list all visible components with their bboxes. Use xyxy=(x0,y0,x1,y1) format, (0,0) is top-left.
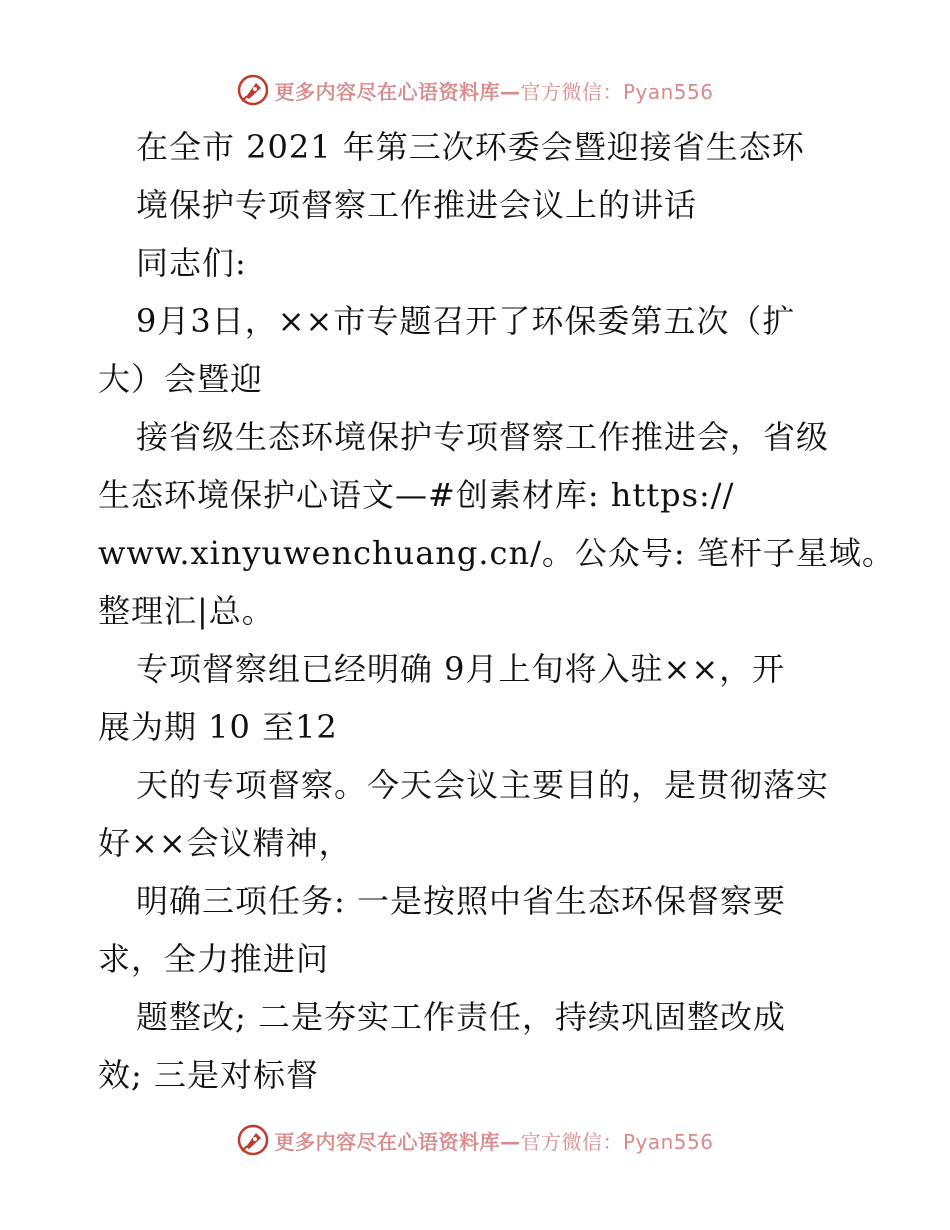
footer-banner-text xyxy=(274,1126,713,1155)
header-banner-text xyxy=(274,76,713,105)
document-line: 同志们: xyxy=(136,244,247,282)
document-line: www.xinyuwenchuang.cn/。公众号: 笔杆子星域。 xyxy=(98,534,895,572)
document-line: 在全市 2021 年第三次环委会暨迎接省生态环 xyxy=(136,128,805,166)
document-body xyxy=(98,118,895,1104)
footer-banner xyxy=(0,1120,950,1160)
header-banner-inner xyxy=(236,73,713,107)
document-line: 求，全力推进问 xyxy=(98,940,330,978)
document-line: 好××会议精神， xyxy=(98,824,352,862)
header-banner xyxy=(0,70,950,110)
document-line: 题整改; 二是夯实工作责任，持续巩固整改成 xyxy=(136,998,786,1036)
document-line: 明确三项任务: 一是按照中省生态环保督察要 xyxy=(136,882,786,920)
footer-banner-inner xyxy=(236,1123,713,1157)
footer-banner-wechat: 官方微信：Pyan556 xyxy=(520,1129,714,1154)
pen-nib-logo-icon xyxy=(236,1123,270,1157)
document-line: 接省级生态环境保护专项督察工作推进会，省级 xyxy=(136,418,830,456)
document-line: 大）会暨迎 xyxy=(98,360,264,398)
document-line: 整理汇|总。 xyxy=(98,592,275,630)
pen-nib-logo-icon xyxy=(236,73,270,107)
document-line: 9月3日，××市专题召开了环保委第五次（扩 xyxy=(136,302,796,340)
document-line: 境保护专项督察工作推进会议上的讲话 xyxy=(136,186,698,224)
document-line: 效; 三是对标督 xyxy=(98,1056,319,1094)
header-banner-wechat: 官方微信：Pyan556 xyxy=(520,79,714,104)
header-banner-title: 更多内容尽在心语资料库— xyxy=(274,79,521,104)
document-line: 展为期 10 至12 xyxy=(98,708,338,746)
document-line: 生态环境保护心语文—#创素材库: https:// xyxy=(98,476,735,514)
footer-banner-title: 更多内容尽在心语资料库— xyxy=(274,1129,521,1154)
document-line: 天的专项督察。今天会议主要目的，是贯彻落实 xyxy=(136,766,830,804)
document-line: 专项督察组已经明确 9月上旬将入驻××，开 xyxy=(136,650,786,688)
